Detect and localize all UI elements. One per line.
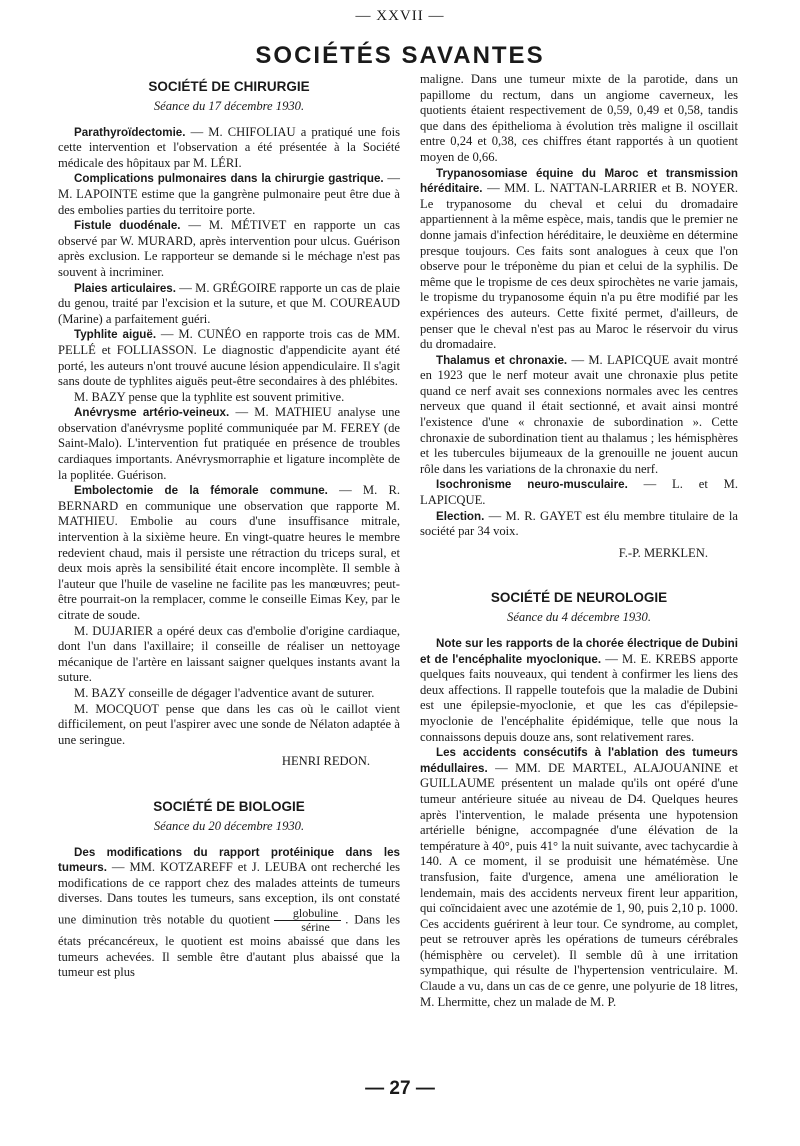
article-text: — M. R. BERNARD en communique une observation que rapporte M. MATHIEU. Embolie au cours d'une insuffisance mitrale, intervention à la sixième heure. En vingt-quatre heures le membre redevient chaud, mais il persiste une rétraction du triceps sural, et deux mois après la sensibilité était encore incomplète. Il semble à l'auteur que l'huile de vaseline ne facilite pas les manœuvres; peut-être pourrait-on la remplacer, comme le conseille Eimas Key, par le citrate de soude. [58,483,401,622]
seance-date-neurologie: Séance du 4 décembre 1930. [507,610,651,625]
article-paragraph [58,845,400,981]
article-paragraph [58,405,400,483]
article-text: M. DUJARIER a opéré deux cas d'embolie d'origine cardiaque, dont l'un dans l'axillaire; il conseille de réaliser un nettoyage mécanique de l'artère en laissant saigner quelques instants avant la suture. [58,623,400,685]
page-number: — 27 — [365,1078,435,1099]
section-title-chirurgie: SOCIÉTÉ DE CHIRURGIE [148,79,310,94]
article-heading: Des modifications du rapport protéinique dans les tumeurs. [58,845,400,875]
article-heading: Embolectomie de la fémorale commune. [74,484,328,498]
seance-date-chirurgie: Séance du 17 décembre 1930. [153,99,305,113]
page-title: SOCIÉTÉS SAVANTES [255,42,545,69]
section-spacer [420,561,738,583]
article-paragraph [420,353,738,478]
article-text: — MM. DE MARTEL, ALAJOUANINE et GUILLAUME présentent un malade qu'ils ont opéré d'une tumeur antérieure située au niveau de D4. Quelques heures après l'intervention, le malade présenta une hypotension artérielle bénigne, accompagnée d'une élévation de la température à 40°, puis 41° la nuit suivante, avec tachycardie à 140. A ce moment, il se produisit une hématémèse. Une transfusion, faite d'urgence, amena une amélioration le lendemain, mais des accidents nerveux firent leur apparition, qui coïncidaient avec une azotémie de 1, 90, puis 2,10 p. 1000. Ces accidents guérirent à leur tour. Ce syndrome, au complet, peut se retrouver après les opérations de tumeurs cérébrales (hémisphère ou cervelet). Il semble dû à une irritation sympathique, qui résulte de l'hypertension ventriculaire. M. Claude a vu, dans un cas de ce genre, une polyurie de 18 litres, M. Lhermitte, chez un malade de M. P. [420,760,738,1009]
article-heading: Complications pulmonaires dans la chirurgie gastrique. [74,172,384,186]
signature-chirurgie: HENRI REDON. [281,754,370,769]
right-column [420,72,738,1010]
fraction-numerator: globuline [274,907,341,921]
article-heading: Les accidents consécutifs à l'ablation des tumeurs médullaires. [420,746,738,775]
section-title-neurologie: SOCIÉTÉ DE NEUROLOGIE [490,590,668,606]
article-continuation: maligne. Dans une tumeur mixte de la parotide, dans un papillome du rectum, dans un angiome caverneux, les quotients étaient respectivement de 0,59, 0,49 et 0,58, tandis que dans des épithelioma à évolution très maligne il oscillait entre 0,24 et 0,38, ces chiffres étant rapportés à un quotient moyen de 0,66. [420,72,738,164]
article-text: — MM. L. NATTAN-LARRIER et B. NOYER. Le trypanosome du cheval et celui du dromadaire appartiennent à la même espèce, mais, tandis que le premier ne donne jamais d'infection héréditaire, le deuxième en détermine presque toujours. Ces faits sont analogues à ceux que l'on observe pour le tréponème du pian et celui de la syphilis. De même que le tropisme de ces deux spirochètes ne varie jamais, le tropisme du trypanosome équin n'a pu être modifié par les expériences des auteurs. Cette fixité permet, d'ailleurs, de penser que le cheval n'est pas au Maroc le réservoir du virus du dromadaire. [420,181,738,352]
article-text: — M. MATHIEU analyse une observation d'anévrysme poplité communiquée par M. FEREY (de Saint-Malo). L'intervention fut pratiquée en présence de troubles cardiaques importants. Anévrysmorraphie et ligature incomplète de la poplitée. Guérison. [58,405,401,482]
article-text: M. BAZY conseille de dégager l'adventice avant de suturer. [74,685,375,700]
article-paragraph [58,327,400,389]
article-paragraph [58,390,400,406]
article-text: — M. R. GAYET est élu membre titulaire de la société par 34 voix. [420,508,738,539]
article-heading: Election. [436,509,485,523]
section-title-biologie: SOCIÉTÉ DE BIOLOGIE [153,798,305,814]
article-paragraph [420,636,738,745]
article-text: — M. GRÉGOIRE rapporte un cas de plaie du genou, traité par l'excision et la suture, et que M. COUREAUD (Marine) a parfaitement guéri. [58,280,400,326]
article-text: — MM. KOTZAREFF et J. LEUBA ont recherché les modifications de ce rapport chez des malades atteints de tumeurs diverses. Dans toutes les tumeurs, sans exception, ils ont constaté une diminution très notable du quotient [58,860,400,927]
article-text: . Dans les états précancéreux, le quotient est moins abaissé que dans les tumeurs achevées. Il semble être d'autant plus abaissé que la tumeur est plus [58,912,400,980]
article-heading: Fistule duodénale. [74,219,181,233]
article-text: — M. MÉTIVET en rapporte un cas observé par W. MURARD, après intervention pour ulcus. Guérison après exclusion. Le rapporteur se demande si le méchage n'est pas souvent à incriminer. [58,218,401,279]
fraction-denominator: sérine [301,919,330,934]
article-text: — M. E. KREBS apporte quelques faits nouveaux, qui tendent à confirmer les liens des deux affections. Il rappelle toutefois que la maladie de Dubini est une épilepsie-myoclonie, et que les cas d'épilepsie-myoclonie de l'encéphalite épidémique, telle que nous la connaissons depuis douze ans, sont relativement rares. [420,651,738,744]
article-paragraph [58,125,400,172]
article-paragraph [58,686,400,702]
article-paragraph [420,745,738,1010]
article-paragraph [420,166,738,353]
article-paragraph [58,171,400,218]
article-paragraph [58,624,400,686]
article-heading: Note sur les rapports de la chorée électrique de Dubini et de l'encéphalite myoclonique. [420,637,738,666]
section-spacer [58,770,400,792]
article-paragraph [58,702,400,749]
article-heading: Trypanosomiase équine du Maroc et transmission héréditaire. [420,166,738,196]
article-paragraph [58,218,400,280]
article-paragraph [420,477,738,508]
article-text: — M. LAPICQUE avait montré en 1923 que le nerf moteur avait une chronaxie plus petite quand ce nerf avait ses connexions normales avec les centres nerveux que quand il était sectionné, et avait ainsi montré l'existence d'une « chronaxie de subordination ». Cette chronaxie de subordination tient au thalamus ; les hémisphères et les tubercules bijumeaux de la grenouille ne jouent aucun rôle dans les variations de la chronaxie du nerf. [420,352,738,476]
article-heading: Thalamus et chronaxie. [436,353,568,367]
signature-biologie: F.-P. MERKLEN. [618,545,708,560]
article-paragraph [58,281,400,328]
article-text: — M. CUNÉO en rapporte trois cas de MM. PELLÉ et FOLLIASSON. Le diagnostic d'appendicite ayant été porté, les auteurs n'ont trouvé aucune lésion appendiculaire. Il s'agit sans doute de typhlites aiguës peut-être secondaires à des phlébites. [58,327,400,389]
article-text: — M. CHIFOLIAU a pratiqué une fois cette intervention et l'observation a été présentée à la Société médicale des hôpitaux par M. LÉRI. [58,124,400,170]
article-paragraph [420,509,738,540]
article-heading: Plaies articulaires. [74,281,176,295]
article-heading: Isochronisme neuro-musculaire. [436,478,628,492]
article-text: — L. et M. LAPICQUE. [420,477,738,508]
article-text: — M. LAPOINTE estime que la gangrène pulmonaire peut être due à des embolies parties du territoire porte. [58,171,400,217]
page-roman-numeral: — XXVII — [355,8,445,24]
article-text: M. BAZY pense que la typhlite est souvent primitive. [74,389,345,404]
article-heading: Anévrysme artério-veineux. [74,406,230,420]
ratio-fraction [274,907,341,934]
left-column [58,72,400,981]
article-text: M. MOCQUOT pense que dans les cas où le caillot vient difficilement, on peut l'aspirer avec une sonde de Nélaton adaptée à une seringue. [58,701,400,747]
article-heading: Parathyroïdectomie. [74,125,186,139]
article-paragraph [58,483,400,623]
seance-date-biologie: Séance du 20 décembre 1930. [153,818,305,833]
article-heading: Typhlite aiguë. [74,328,157,342]
